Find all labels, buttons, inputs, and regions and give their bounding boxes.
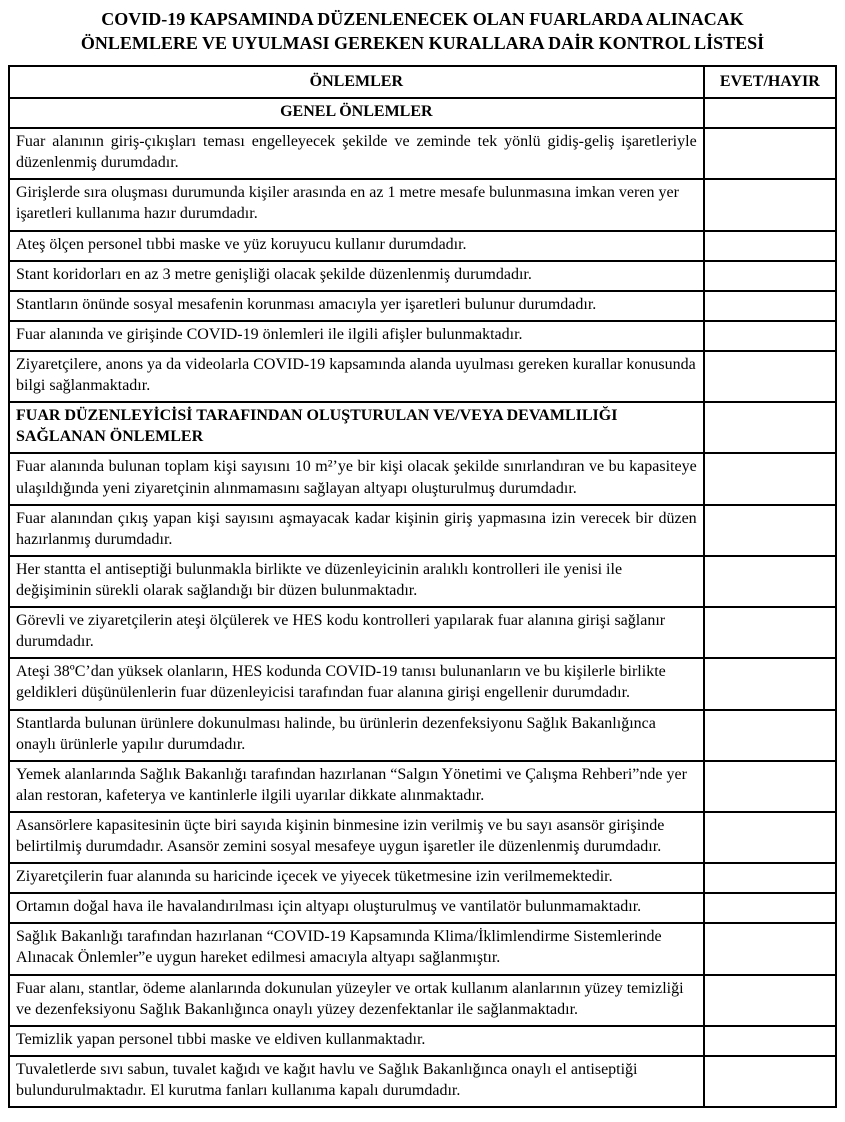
table-row bbox=[9, 863, 836, 893]
answer-cell bbox=[704, 291, 836, 321]
table-row bbox=[9, 923, 836, 974]
table-row bbox=[9, 291, 836, 321]
measure-cell: Fuar alanından çıkış yapan kişi sayısını aşmayacak kadar kişinin giriş yapmasına izin verecek bir düzen hazırlanmış durumdadır. bbox=[9, 505, 704, 556]
table-row bbox=[9, 975, 836, 1026]
answer-cell bbox=[704, 556, 836, 607]
measure-cell: Ziyaretçilerin fuar alanında su haricinde içecek ve yiyecek tüketmesine izin verilmemektedir. bbox=[9, 863, 704, 893]
answer-cell bbox=[704, 923, 836, 974]
answer-cell bbox=[704, 893, 836, 923]
column-header-evet-hayir: EVET/HAYIR bbox=[704, 66, 836, 98]
table-row bbox=[9, 556, 836, 607]
answer-cell bbox=[704, 402, 836, 453]
measure-cell: Tuvaletlerde sıvı sabun, tuvalet kağıdı ve kağıt havlu ve Sağlık Bakanlığınca onaylı el antiseptiği bulundurulmaktadır. El kurutma fanları kullanıma kapalı durumdadır. bbox=[9, 1056, 704, 1107]
document-title bbox=[8, 8, 837, 56]
section-row bbox=[9, 402, 836, 453]
table-row bbox=[9, 607, 836, 658]
answer-cell bbox=[704, 812, 836, 863]
answer-cell bbox=[704, 453, 836, 504]
answer-cell bbox=[704, 128, 836, 179]
table-row bbox=[9, 1026, 836, 1056]
table-row bbox=[9, 1056, 836, 1107]
table-row bbox=[9, 658, 836, 709]
answer-cell bbox=[704, 98, 836, 128]
measure-cell: Ateş ölçen personel tıbbi maske ve yüz koruyucu kullanır durumdadır. bbox=[9, 231, 704, 261]
table-row bbox=[9, 321, 836, 351]
measure-cell: Stantların önünde sosyal mesafenin korunması amacıyla yer işaretleri bulunur durumdadır. bbox=[9, 291, 704, 321]
answer-cell bbox=[704, 261, 836, 291]
measure-cell: Girişlerde sıra oluşması durumunda kişiler arasında en az 1 metre mesafe bulunmasına imkan veren yer işaretleri kullanıma hazır durumdadır. bbox=[9, 179, 704, 230]
document-title-line2: ÖNLEMLERE VE UYULMASI GEREKEN KURALLARA DAİR KONTROL LİSTESİ bbox=[80, 32, 765, 53]
section-title-cell: GENEL ÖNLEMLER bbox=[9, 98, 704, 128]
measure-cell: Yemek alanlarında Sağlık Bakanlığı tarafından hazırlanan “Salgın Yönetimi ve Çalışma Rehberi”nde yer alan restoran, kafeterya ve kantinlerle ilgili uyarılar dikkate alınmaktadır. bbox=[9, 761, 704, 812]
measure-cell: Fuar alanının giriş-çıkışları teması engelleyecek şekilde ve zeminde tek yönlü gidiş-geliş işaretleriyle düzenlenmiş durumdadır. bbox=[9, 128, 704, 179]
answer-cell bbox=[704, 761, 836, 812]
section-row bbox=[9, 98, 836, 128]
answer-cell bbox=[704, 658, 836, 709]
table-row bbox=[9, 179, 836, 230]
measure-cell: Fuar alanı, stantlar, ödeme alanlarında dokunulan yüzeyler ve ortak kullanım alanlarının yüzey temizliği ve dezenfeksiyonu Sağlık Bakanlığınca onaylı yüzey dezenfektanlar ile sağlanmaktadır. bbox=[9, 975, 704, 1026]
measure-cell: Ziyaretçilere, anons ya da videolarla COVID-19 kapsamında alanda uyulması gereken kurallar konusunda bilgi sağlanmaktadır. bbox=[9, 351, 704, 402]
measure-cell: Stant koridorları en az 3 metre genişliği olacak şekilde düzenlenmiş durumdadır. bbox=[9, 261, 704, 291]
measure-cell: Fuar alanında ve girişinde COVID-19 önlemleri ile ilgili afişler bulunmaktadır. bbox=[9, 321, 704, 351]
measure-cell: Temizlik yapan personel tıbbi maske ve eldiven kullanmaktadır. bbox=[9, 1026, 704, 1056]
measure-cell: Ortamın doğal hava ile havalandırılması için altyapı oluşturulmuş ve vantilatör bulunmamaktadır. bbox=[9, 893, 704, 923]
measure-cell: Asansörlere kapasitesinin üçte biri sayıda kişinin binmesine izin verilmiş ve bu sayı asansör girişinde belirtilmiş durumdadır. Asansör zemini sosyal mesafeye uygun işaretler ile düzenlenmiş durumdadır. bbox=[9, 812, 704, 863]
table-row bbox=[9, 231, 836, 261]
answer-cell bbox=[704, 863, 836, 893]
answer-cell bbox=[704, 231, 836, 261]
document-title-line1: COVID-19 KAPSAMINDA DÜZENLENECEK OLAN FUARLARDA ALINACAK bbox=[101, 9, 744, 29]
answer-cell bbox=[704, 975, 836, 1026]
answer-cell bbox=[704, 351, 836, 402]
measure-cell: Her stantta el antiseptiği bulunmakla birlikte ve düzenleyicinin aralıklı kontrolleri ile yenisi ile değişiminin sürekli olarak sağlandığı bir düzen bulunmaktadır. bbox=[9, 556, 704, 607]
checklist-body bbox=[9, 98, 836, 1107]
table-row bbox=[9, 128, 836, 179]
table-row bbox=[9, 812, 836, 863]
table-row bbox=[9, 453, 836, 504]
table-row bbox=[9, 505, 836, 556]
table-row bbox=[9, 351, 836, 402]
answer-cell bbox=[704, 1026, 836, 1056]
table-row bbox=[9, 261, 836, 291]
checklist-table bbox=[8, 65, 837, 1108]
answer-cell bbox=[704, 1056, 836, 1107]
table-row bbox=[9, 710, 836, 761]
table-header-row bbox=[9, 66, 836, 98]
answer-cell bbox=[704, 505, 836, 556]
answer-cell bbox=[704, 321, 836, 351]
measure-cell: Görevli ve ziyaretçilerin ateşi ölçülerek ve HES kodu kontrolleri yapılarak fuar alanına girişi sağlanır durumdadır. bbox=[9, 607, 704, 658]
section-title-cell: FUAR DÜZENLEYİCİSİ TARAFINDAN OLUŞTURULAN VE/VEYA DEVAMLILIĞI SAĞLANAN ÖNLEMLER bbox=[9, 402, 704, 453]
measure-cell: Fuar alanında bulunan toplam kişi sayısını 10 m²’ye bir kişi olacak şekilde sınırlandıran ve bu kapasiteye ulaşıldığında yeni ziyaretçinin alınmamasını sağlayan altyapı oluşturulmuş durumdadır. bbox=[9, 453, 704, 504]
answer-cell bbox=[704, 710, 836, 761]
answer-cell bbox=[704, 607, 836, 658]
column-header-onlemler: ÖNLEMLER bbox=[9, 66, 704, 98]
table-row bbox=[9, 893, 836, 923]
measure-cell: Stantlarda bulunan ürünlere dokunulması halinde, bu ürünlerin dezenfeksiyonu Sağlık Bakanlığınca onaylı ürünlerle yapılır durumdadır. bbox=[9, 710, 704, 761]
measure-cell: Sağlık Bakanlığı tarafından hazırlanan “COVID-19 Kapsamında Klima/İklimlendirme Sistemlerinde Alınacak Önlemler”e uygun hareket edilmesi amacıyla altyapı sağlanmıştır. bbox=[9, 923, 704, 974]
measure-cell: Ateşi 38ºC’dan yüksek olanların, HES kodunda COVID-19 tanısı bulunanların ve bu kişilerle birlikte geldikleri düşünülenlerin fuar düzenleyicisi tarafından fuar alanına girişi engellenir durumdadır. bbox=[9, 658, 704, 709]
answer-cell bbox=[704, 179, 836, 230]
table-row bbox=[9, 761, 836, 812]
